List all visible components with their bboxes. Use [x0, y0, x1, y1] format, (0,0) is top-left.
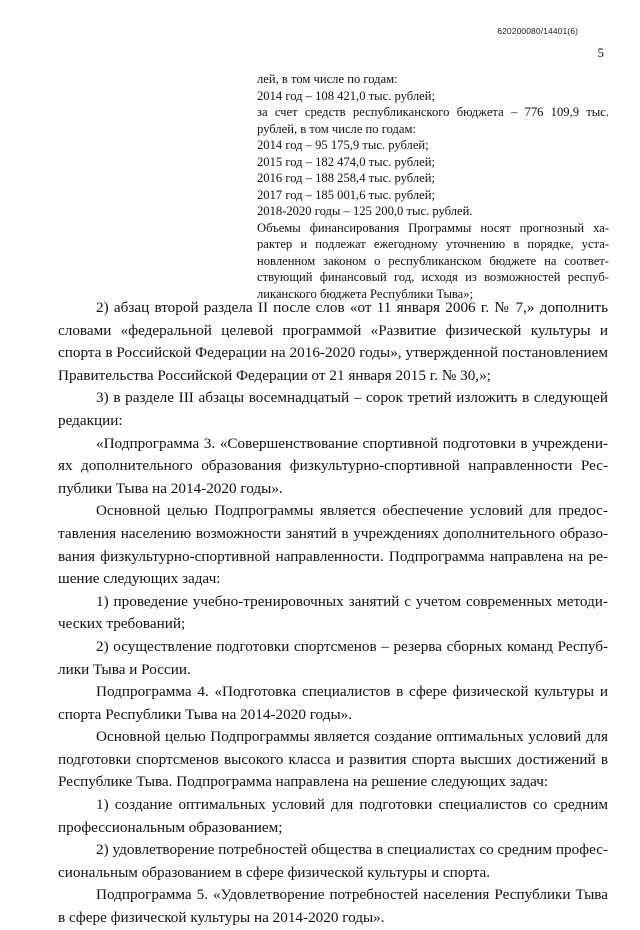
inset-line: рублей, в том числе по годам:: [257, 121, 416, 136]
body-line: словами «федеральной целевой программой «Развитие физической культуры и: [58, 321, 608, 339]
financing-inset-block: [257, 71, 609, 302]
inset-line: 2015 год – 182 474,0 тыс. рублей;: [257, 154, 435, 169]
inset-line: 2016 год – 188 258,4 тыс. рублей;: [257, 171, 435, 185]
body-line: 3) в разделе III абзацы восемнадцатый – сорок третий изложить в следующей: [96, 389, 608, 407]
inset-line: 2014 год – 108 421,0 тыс. рублей;: [257, 88, 435, 103]
body-line: 1) проведение учебно-тренировочных занятий с учетом современных методи-: [96, 592, 608, 610]
body-line: тавления населению возможности занятий в учреждениях дополнительного образо-: [58, 524, 608, 542]
inset-line: ствующий финансовый год, исходя из возможностей респуб-: [257, 270, 609, 284]
document-code: 620200080/14401(6): [497, 26, 578, 36]
inset-line: 2018-2020 годы – 125 200,0 тыс. рублей.: [257, 204, 473, 218]
inset-line: рактер и подлежат ежегодному уточнению в порядке, уста-: [257, 237, 609, 251]
body-line: профессиональным образованием;: [58, 818, 283, 836]
body-line: «Подпрограмма 3. «Совершенствование спортивной подготовки в учреждени-: [96, 434, 608, 452]
body-line: вания физкультурно-спортивной направленности. Подпрограмма направлена на ре-: [58, 547, 608, 565]
body-line: Правительства Российской Федерации от 21 января 2015 г. № 30,»;: [58, 366, 491, 384]
body-line: редакции:: [58, 411, 123, 429]
document-body: [58, 297, 608, 930]
inset-line: 2014 год – 95 175,9 тыс. рублей;: [257, 138, 429, 152]
inset-line: новленном законом о республиканском бюджете на соответ-: [257, 253, 609, 268]
inset-line: ликанского бюджета Республики Тыва»;: [257, 286, 474, 301]
page-number: 5: [597, 45, 604, 60]
body-line: ческих требований;: [58, 615, 186, 633]
body-line: в сфере физической культуры на 2014-2020 годы».: [58, 909, 385, 927]
body-line: сиональным образованием в сфере физической культуры и спорта.: [58, 863, 491, 881]
inset-line: 2017 год – 185 001,6 тыс. рублей;: [257, 187, 435, 202]
body-line: Подпрограмма 4. «Подготовка специалистов в сфере физической культуры и: [96, 683, 608, 701]
body-line: 2) удовлетворение потребностей общества в специалистах со средним профес-: [96, 841, 608, 859]
body-line: Основной целью Подпрограммы является создание оптимальных условий для: [96, 728, 608, 746]
body-line: шение следующих задач:: [58, 570, 221, 588]
body-line: публики Тыва на 2014-2020 годы».: [58, 479, 283, 497]
body-line: Республике Тыва. Подпрограмма направлена на решение следующих задач:: [58, 773, 549, 791]
body-line: 2) абзац второй раздела II после слов «от 11 января 2006 г. № 7,» дополнить: [96, 299, 608, 316]
inset-line: за счет средств республиканского бюджета – 776 109,9 тыс.: [257, 105, 609, 119]
body-line: 2) осуществление подготовки спортсменов – резерва сборных команд Респуб-: [96, 637, 608, 655]
body-line: спорта Республики Тыва на 2014-2020 годы».: [58, 705, 353, 723]
inset-line: лей, в том числе по годам:: [257, 72, 398, 86]
body-line: спорта в Российской Федерации на 2016-2020 годы», утвержденной постановлением: [58, 344, 608, 362]
body-line: 1) создание оптимальных условий для подготовки специалистов со средним: [96, 796, 608, 814]
inset-line: Объемы финансирования Программы носят прогнозный ха-: [257, 220, 609, 235]
body-line: лики Тыва и России.: [58, 660, 191, 678]
body-line: подготовки спортсменов высокого класса и развития спорта высших достижений в: [58, 750, 608, 768]
body-line: Основной целью Подпрограммы является обеспечение условий для предос-: [96, 502, 608, 520]
body-line: ях дополнительного образования физкультурно-спортивной направленности Рес-: [58, 457, 608, 475]
body-line: Подпрограмма 5. «Удовлетворение потребностей населения Республики Тыва: [96, 886, 608, 904]
